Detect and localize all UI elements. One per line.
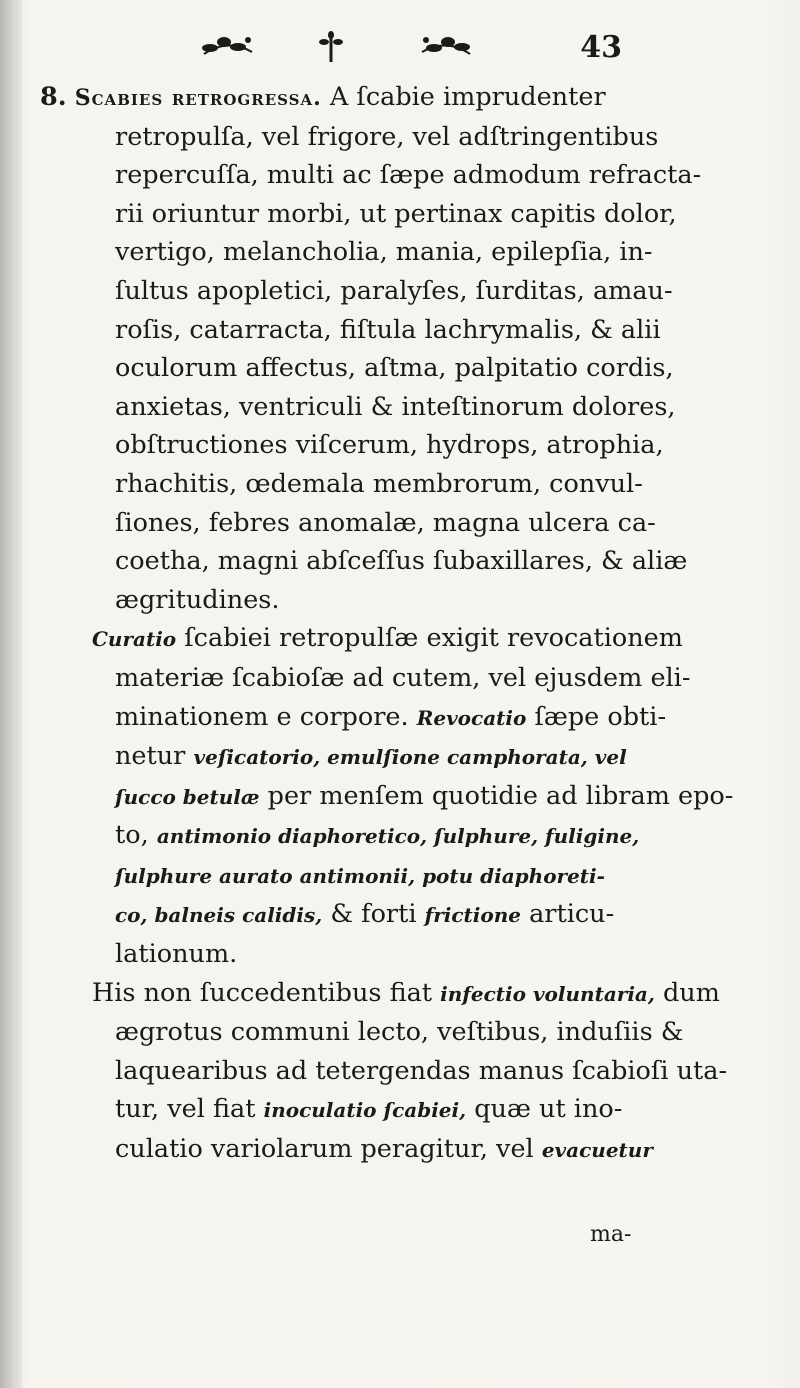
text-line [40,974,720,1014]
text-run: tur, vel fiat [115,1094,264,1125]
page-gutter-shadow [0,0,22,1388]
leaf-ornament-icon [200,30,256,62]
text-line [40,698,672,738]
text-run: His non ſuccedentibus fiat [92,977,441,1008]
text-line: oculorum affectus, aſtma, palpitatio cordis, [115,353,674,384]
text-line: rii oriuntur morbi, ut pertinax capitis dolor, [115,198,677,229]
text-run: ſæpe obti- [526,701,667,732]
text-line: roſis, catarracta, fiſtula lachrymalis, & alii [115,314,661,345]
text-line: vertigo, melancholia, mania, epilepſia, in- [115,237,653,268]
text-line: coetha, magni abſceſſus ſubaxillares, & aliæ [115,546,688,577]
italic-term: inoculatio ſcabiei, [263,1098,467,1123]
text-run: minationem e corpore. [115,701,417,732]
text-line [40,737,672,777]
text-line [40,856,672,896]
italic-term: frictione [424,903,521,928]
italic-term: ſulphure aurato antimonii, potu diaphoreti- [115,863,605,888]
text-line: retropulſa, vel frigore, vel adſtringentibus [115,121,659,152]
text-run: netur [115,741,194,772]
catchword: ma- [590,1222,632,1247]
text-line: repercuſſa, multi ac ſæpe admodum refracta- [115,160,702,191]
text-line [40,816,672,856]
text-line [40,777,734,817]
text-line: anxietas, ventriculi & inteſtinorum dolores, [115,391,676,422]
text-run: dum [654,977,720,1008]
text-line [40,619,683,659]
text-line: obſtructiones viſcerum, hydrops, atrophia, [115,430,664,461]
leaf-ornament-icon [418,30,474,62]
text-line: ægritudines. [115,584,280,615]
italic-term: evacuetur [541,1138,653,1163]
italic-term: co, balneis calidis, [115,903,323,928]
text-run: per menſem quotidie ad libram epo- [259,780,734,811]
text-line: rhachitis, œdemala membrorum, convul- [115,468,643,499]
paragraph-8-first-line [40,78,672,118]
page-body [40,78,734,1170]
text-run: ſcabiei retropulſæ exigit revocationem [176,623,683,654]
section-number: 8. [40,82,67,112]
italic-term: antimonio diaphoretico, ſulphure, fuligine, [156,824,640,849]
italic-term: Curatio [92,627,177,652]
text-line: laquearibus ad tetergendas manus ſcabioſi uta- [115,1055,728,1086]
italic-term: ſucco betulæ [115,784,260,809]
italic-term: infectio voluntaria, [440,981,655,1006]
text-line: ſultus apopletici, paralyſes, ſurditas, amau- [115,275,673,306]
text-run: articu- [520,899,615,930]
text-run: & forti [322,899,425,930]
text-line [40,1090,672,1130]
italic-term: veſicatorio, emulſione camphorata, vel [193,745,627,770]
text-line: ægrotus communi lecto, veſtibus, induſiis & [115,1017,684,1048]
section-title: Scabies retrogressa. [74,85,322,111]
text-line [40,1130,672,1170]
text-line: ſiones, febres anomalæ, magna ulcera ca- [115,507,656,538]
italic-term: Revocatio [416,705,527,730]
text-run: to, [115,820,157,851]
text-run: culatio variolarum peragitur, vel [115,1134,542,1165]
sprig-ornament-icon [318,30,344,64]
page-number: 43 [580,30,622,65]
text-line: A ſcabie imprudenter [329,82,606,112]
text-line: materiæ ſcabioſæ ad cutem, vel ejusdem eli- [115,662,691,693]
text-line: lationum. [115,939,238,970]
text-line [40,895,672,935]
text-run: quæ ut ino- [466,1094,623,1125]
